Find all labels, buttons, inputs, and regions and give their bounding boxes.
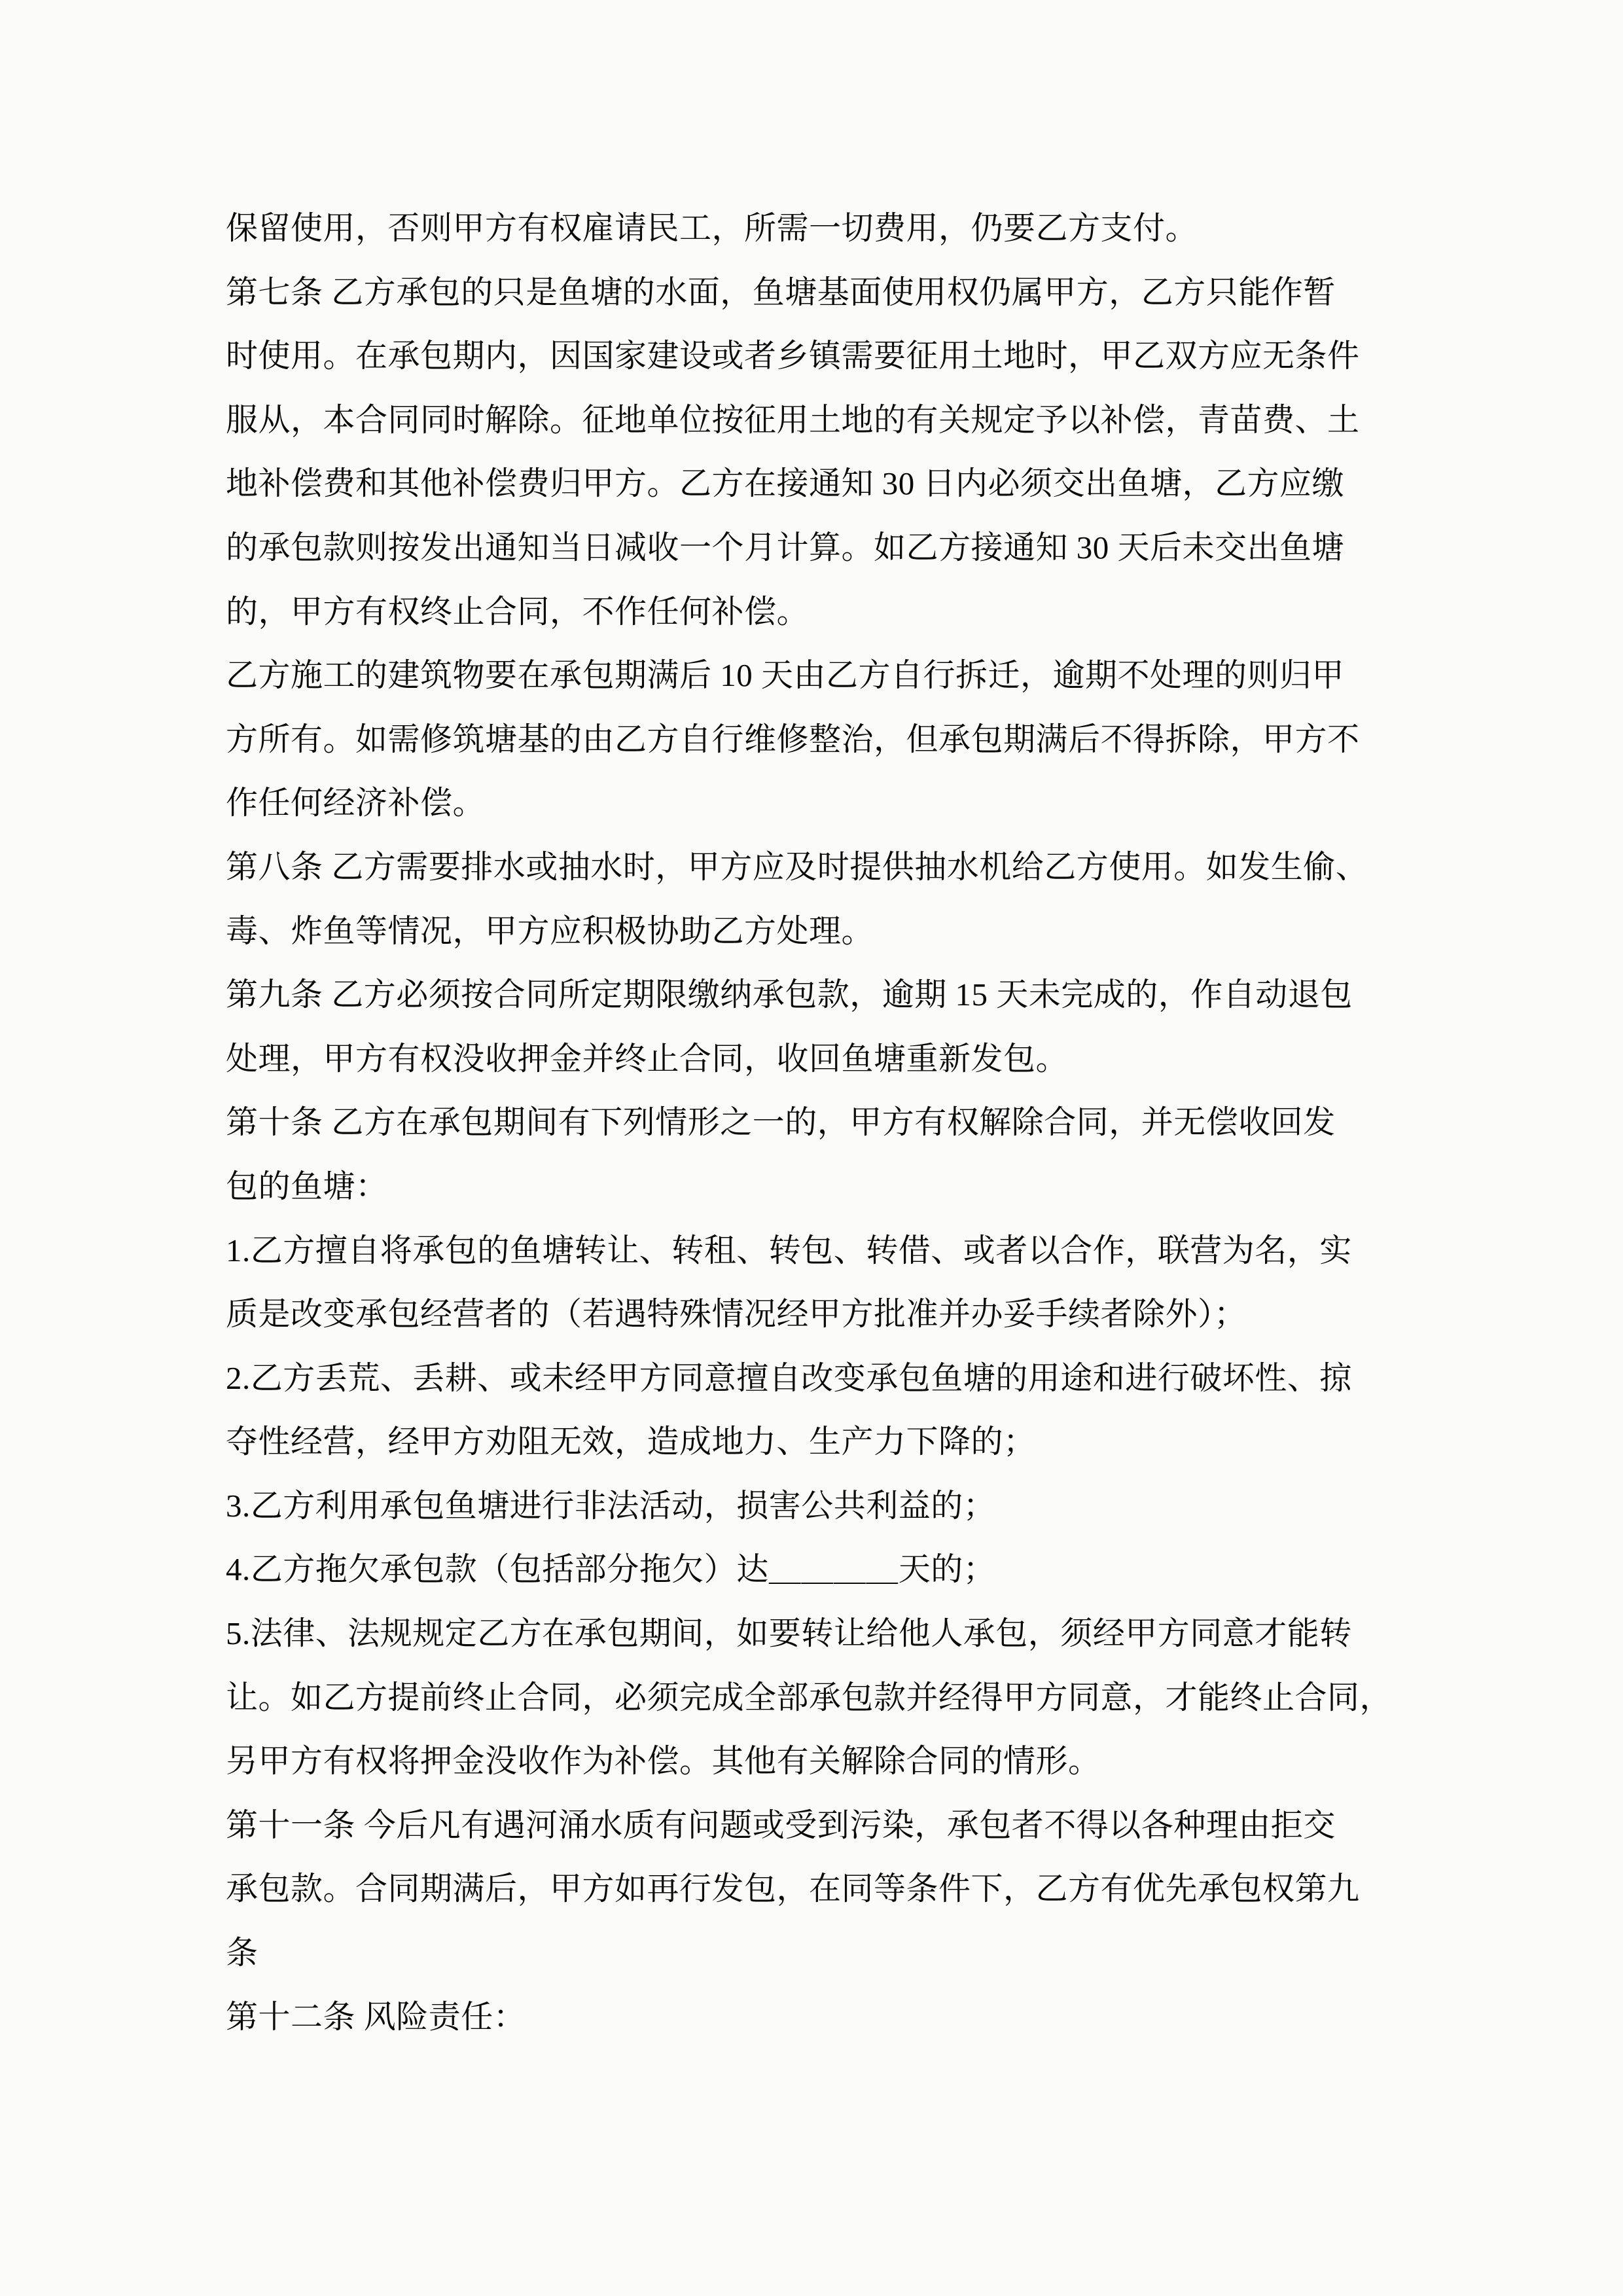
contract-line: 包的鱼塘： [226, 1168, 388, 1204]
contract-line: 让。如乙方提前终止合同，必须完成全部承包款并经得甲方同意，才能终止合同， [226, 1679, 1393, 1715]
contract-line: 地补偿费和其他补偿费归甲方。乙方在接通知 30 日内必须交出鱼塘，乙方应缴 [226, 465, 1345, 502]
contract-line: 的承包款则按发出通知当日减收一个月计算。如乙方接通知 30 天后未交出鱼塘 [226, 529, 1345, 565]
contract-line-article-7: 第七条 乙方承包的只是鱼塘的水面，鱼塘基面使用权仍属甲方，乙方只能作暂 [226, 274, 1336, 310]
contract-line-article-12: 第十二条 风险责任： [226, 1998, 526, 2035]
contract-line-article-11: 第十一条 今后凡有遇河涌水质有问题或受到污染，承包者不得以各种理由拒交 [226, 1806, 1336, 1843]
contract-line: 方所有。如需修筑塘基的由乙方自行维修整治，但承包期满后不得拆除，甲方不 [226, 721, 1360, 757]
contract-line: 条 [226, 1935, 259, 1971]
contract-line: 另甲方有权将押金没收作为补偿。其他有关解除合同的情形。 [226, 1743, 1101, 1780]
contract-line-item-3: 3.乙方利用承包鱼塘进行非法活动，损害公共利益的； [226, 1487, 996, 1524]
contract-line: 夺性经营，经甲方劝阻无效，造成地力、生产力下降的； [226, 1424, 1036, 1460]
contract-line: 处理，甲方有权没收押金并终止合同，收回鱼塘重新发包。 [226, 1040, 1069, 1077]
contract-line-item-4-with-blank: 4.乙方拖欠承包款（包括部分拖欠）达＿＿＿＿天的； [226, 1551, 996, 1588]
contract-line-article-10: 第十条 乙方在承包期间有下列情形之一的，甲方有权解除合同，并无偿收回发 [226, 1104, 1336, 1141]
contract-line-item-5: 5.法律、法规规定乙方在承包期间，如要转让给他人承包，须经甲方同意才能转 [226, 1615, 1352, 1652]
contract-line: 质是改变承包经营者的（若遇特殊情况经甲方批准并办妥手续者除外）； [226, 1296, 1247, 1333]
contract-line: 时使用。在承包期内，因国家建设或者乡镇需要征用土地时，甲乙双方应无条件 [226, 338, 1360, 374]
contract-line: 的，甲方有权终止合同，不作任何补偿。 [226, 593, 810, 630]
contract-line: 乙方施工的建筑物要在承包期满后 10 天由乙方自行拆迁，逾期不处理的则归甲 [226, 657, 1345, 694]
contract-line: 服从，本合同同时解除。征地单位按征用土地的有关规定予以补偿，青苗费、土 [226, 401, 1360, 438]
contract-text-block [226, 196, 1393, 2049]
contract-line: 保留使用，否则甲方有权雇请民工，所需一切费用，仍要乙方支付。 [226, 210, 1198, 246]
contract-line: 承包款。合同期满后，甲方如再行发包，在同等条件下，乙方有优先承包权第九 [226, 1871, 1360, 1907]
contract-line: 毒、炸鱼等情况，甲方应积极协助乙方处理。 [226, 912, 874, 949]
contract-line-item-2: 2.乙方丢荒、丢耕、或未经甲方同意擅自改变承包鱼塘的用途和进行破坏性、掠 [226, 1359, 1352, 1396]
contract-line: 作任何经济补偿。 [226, 785, 486, 821]
contract-line-article-9: 第九条 乙方必须按合同所定期限缴纳承包款，逾期 15 天未完成的，作自动退包 [226, 977, 1353, 1013]
contract-line-article-8: 第八条 乙方需要排水或抽水时，甲方应及时提供抽水机给乙方使用。如发生偷、 [226, 848, 1368, 885]
contract-line-item-1: 1.乙方擅自将承包的鱼塘转让、转租、转包、转借、或者以合作，联营为名，实 [226, 1232, 1352, 1268]
